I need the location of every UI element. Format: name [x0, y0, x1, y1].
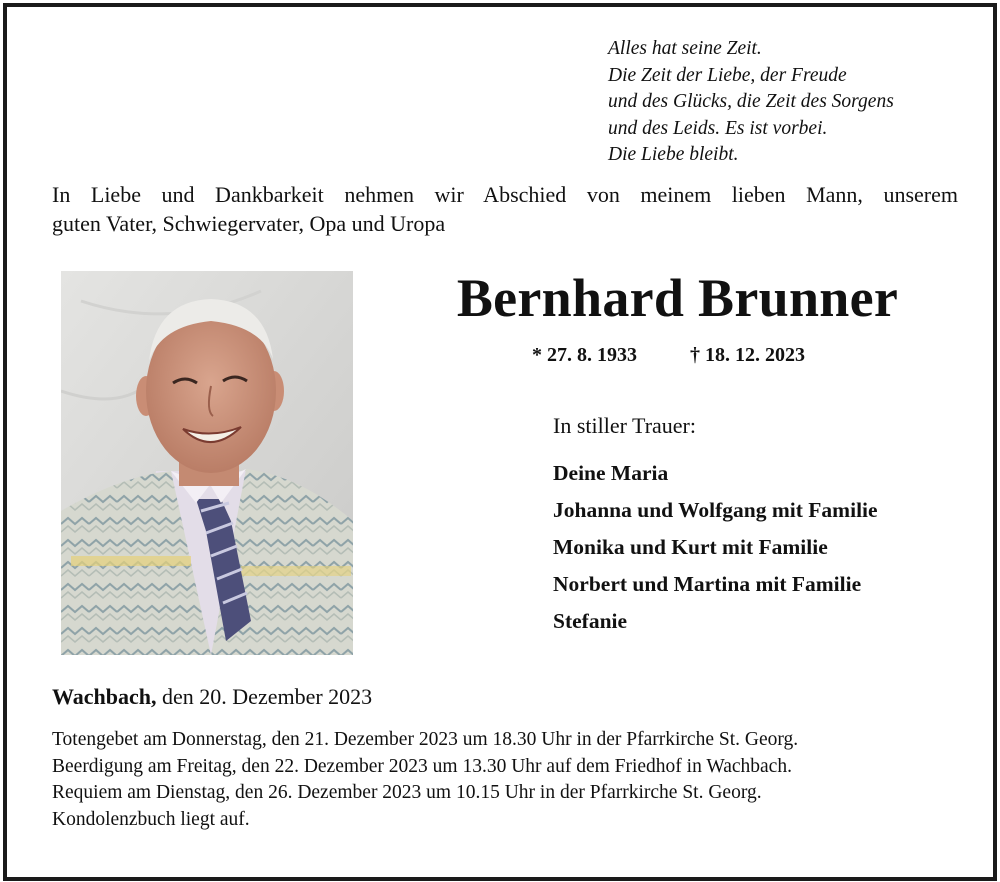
detail-line: Totengebet am Donnerstag, den 21. Dezember 2023 um 18.30 Uhr in der Pfarrkirche St. Georg. — [52, 729, 799, 750]
detail-line: Kondolenzbuch liegt auf. — [52, 808, 250, 830]
place-name: Wachbach, — [52, 684, 157, 709]
poem-line: Alles hat seine Zeit. — [608, 38, 762, 59]
intro-line: guten Vater, Schwiegervater, Opa und Uropa — [52, 211, 446, 236]
intro-line: In Liebe und Dankbarkeit nehmen wir Abschied von meinem lieben Mann, unserem — [52, 182, 958, 207]
deceased-name: Bernhard Brunner — [456, 268, 899, 328]
mourners-label: In stiller Trauer: — [553, 413, 696, 438]
poem-line: und des Glücks, die Zeit des Sorgens — [608, 91, 894, 112]
intro-text — [52, 180, 958, 238]
mourner-name: Johanna und Wolfgang mit Familie — [553, 498, 878, 522]
detail-line: Beerdigung am Freitag, den 22. Dezember 2023 um 13.30 Uhr auf dem Friedhof in Wachbach. — [52, 755, 792, 777]
poem-line: und des Leids. Es ist vorbei. — [608, 117, 828, 139]
service-details — [52, 727, 798, 833]
notice-date: den 20. Dezember 2023 — [156, 684, 373, 709]
poem-line: Die Liebe bleibt. — [608, 144, 739, 165]
portrait-photo — [61, 271, 353, 655]
poem — [608, 36, 894, 169]
mourners-list — [553, 455, 878, 640]
mourner-name: Stefanie — [553, 609, 628, 633]
place-date — [52, 683, 372, 711]
birth-date: * 27. 8. 1933 — [532, 344, 637, 366]
death-date: † 18. 12. 2023 — [690, 344, 805, 366]
mourner-name: Monika und Kurt mit Familie — [553, 535, 828, 559]
mourner-name: Norbert und Martina mit Familie — [553, 572, 862, 596]
poem-line: Die Zeit der Liebe, der Freude — [608, 64, 847, 86]
detail-line: Requiem am Dienstag, den 26. Dezember 2023 um 10.15 Uhr in der Pfarrkirche St. Georg. — [52, 782, 762, 803]
mourner-name: Deine Maria — [553, 461, 669, 485]
